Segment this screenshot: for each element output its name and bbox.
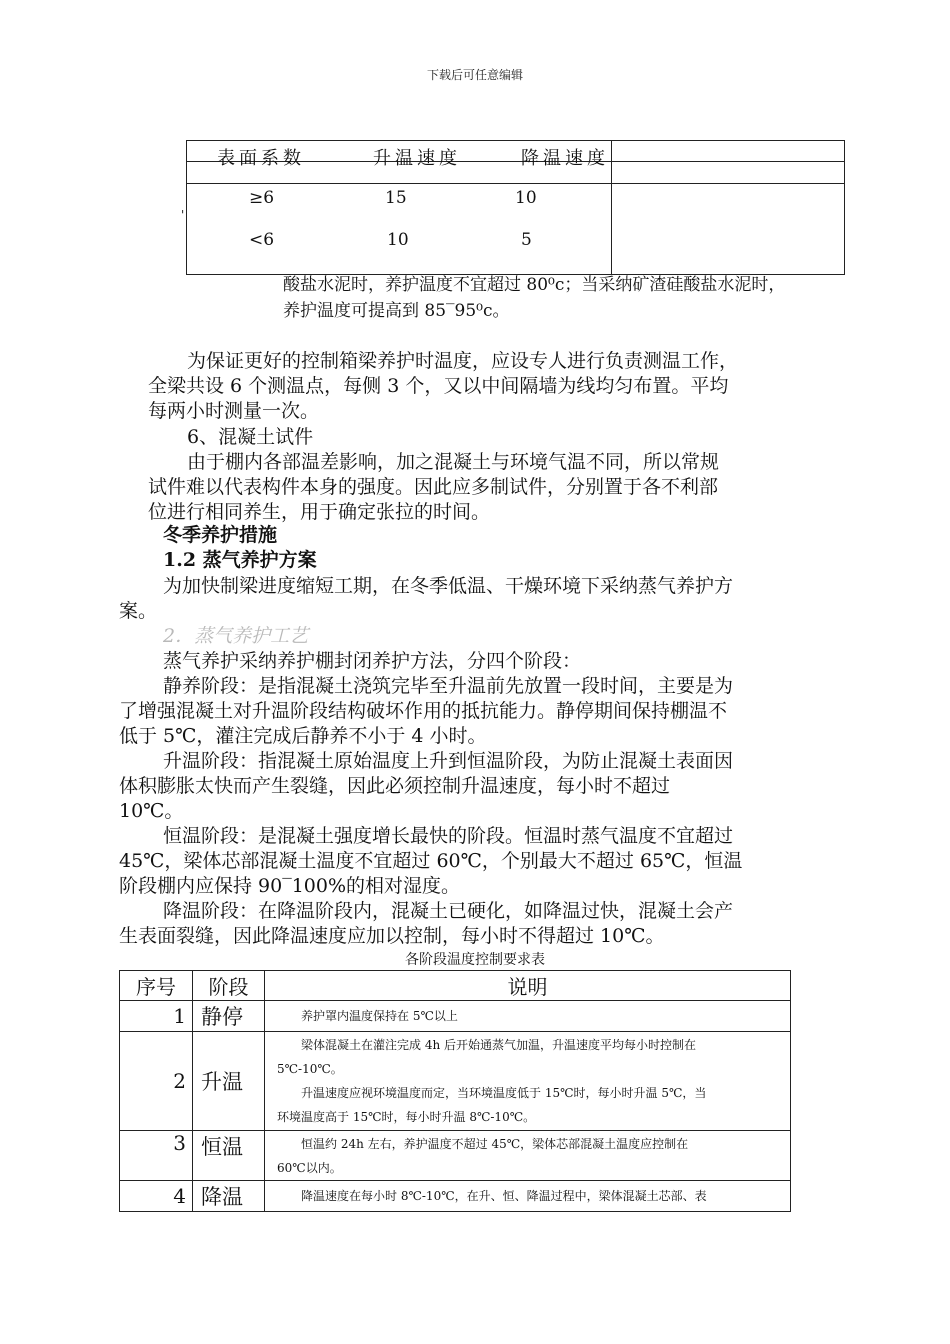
paragraph-line: 位进行相同养生，用于确定张拉的时间。 [148,501,491,523]
table-header: 表面系数 [217,148,305,169]
paragraph-line: 全梁共设 6 个测温点，每侧 3 个，又以中间隔墙为线均匀布置。平均 [148,375,729,397]
paragraph-line: 每两小时测量一次。 [148,400,320,422]
paragraph-line: 生表面裂缝，因此降温速度应加以控制，每小时不得超过 10℃。 [119,925,665,947]
table-caption: 各阶段温度控制要求表 [405,952,545,968]
faded-heading: 2．蒸气养护工艺 [163,625,309,647]
paragraph-line: 降温阶段：在降温阶段内，混凝土已硬化，如降温过快，混凝土会产 [163,900,734,922]
description-line: 恒温约 24h 左右，养护温度不超过 45℃，梁体芯部混凝土温度应控制在 [301,1136,689,1151]
table-row [120,1181,791,1212]
row-number: 3 [120,1131,193,1181]
description-line: 60℃以内。 [277,1160,342,1175]
section-heading: 冬季养护措施 [163,524,278,546]
table-cell: <6 [249,230,275,250]
paragraph-line: 阶段棚内应保持 90‾100%的相对湿度。 [119,875,461,897]
table-header: 升温速度 [373,148,461,169]
stage-temperature-table [119,970,791,1212]
stage-name: 降温 [193,1181,265,1212]
paragraph-line: 恒温阶段：是混凝土强度增长最快的阶段。恒温时蒸气温度不宜超过 [163,825,734,847]
column-header: 序号 [120,971,193,1001]
paragraph-line: 试件难以代表构件本身的强度。因此应多制试件，分别置于各不利部 [148,476,719,498]
table-row [120,1032,791,1131]
paragraph-line: 45℃，梁体芯部混凝土温度不宜超过 60℃，个别最大不超过 65℃，恒温 [119,850,743,872]
table-cell: ≥6 [249,188,275,208]
table-cell: 5 [521,230,532,250]
paragraph-line: 了增强混凝土对升温阶段结构破坏作用的抵抗能力。静停期间保持棚温不 [119,700,728,722]
stage-description [265,1032,791,1131]
stage-name: 静停 [193,1001,265,1032]
page-header: 下载后可任意编辑 [426,68,523,82]
table-cell: 10 [515,188,537,208]
table-cell: 15 [385,188,407,208]
row-number: 1 [120,1001,193,1032]
description-line: 梁体混凝土在灌注完成 4h 后开始通蒸气加温，升温速度平均每小时控制在 [301,1038,696,1052]
table-cell: 10 [387,230,409,250]
stage-name: 升温 [193,1032,265,1131]
table-divider [187,183,844,184]
section-heading: 1.2 蒸气养护方案 [163,549,317,571]
stray-mark: ' [181,208,185,222]
paragraph-line: 案。 [119,600,158,622]
stage-description [265,1001,791,1032]
table-header-row [120,971,791,1001]
subsection-title: 6、混凝土试件 [187,426,314,448]
description-line: 5℃-10℃。 [277,1062,343,1076]
description-line: 环境温度高于 15℃时，每小时升温 8℃-10℃。 [277,1110,536,1124]
stage-description [265,1131,791,1181]
description-line: 养护罩内温度保持在 5℃以上 [301,1009,458,1023]
row-number: 4 [120,1181,193,1212]
description-line: 降温速度在每小时 8℃-10℃，在升、恒、降温过程中，梁体混凝土芯部、表 [301,1189,707,1203]
column-header: 说明 [265,971,791,1001]
paragraph-line: 为加快制梁进度缩短工期，在冬季低温、干燥环境下采纳蒸气养护方 [163,575,734,597]
paragraph-line: 养护温度可提高到 85‾95⁰c。 [283,301,510,321]
paragraph-line: 升温阶段：指混凝土原始温度上升到恒温阶段，为防止混凝土表面因 [163,750,734,772]
paragraph-line: 蒸气养护采纳养护棚封闭养护方法，分四个阶段： [163,650,582,672]
paragraph-line: 低于 5℃，灌注完成后静养不小于 4 小时。 [119,725,487,747]
surface-coefficient-table [186,140,845,275]
paragraph-line: 酸盐水泥时，养护温度不宜超过 80⁰c；当采纳矿渣硅酸盐水泥时， [283,275,786,295]
table-row [120,1131,791,1181]
column-header: 阶段 [193,971,265,1001]
row-number: 2 [120,1032,193,1131]
description-line: 升温速度应视环境温度而定，当环境温度低于 15℃时，每小时升温 5℃，当 [301,1086,707,1100]
paragraph-line: 为保证更好的控制箱梁养护时温度，应设专人进行负责测温工作， [187,350,739,372]
paragraph-line: 由于棚内各部温差影响，加之混凝土与环境气温不同，所以常规 [187,451,720,473]
table-header: 降温速度 [521,148,609,169]
table-row [120,1001,791,1032]
stage-description [265,1181,791,1212]
stage-name: 恒温 [193,1131,265,1181]
paragraph-line: 静养阶段：是指混凝土浇筑完毕至升温前先放置一段时间，主要是为 [163,675,734,697]
paragraph-line: 10℃。 [119,800,184,822]
paragraph-line: 体积膨胀太快而产生裂缝，因此必须控制升温速度，每小时不超过 [119,775,671,797]
